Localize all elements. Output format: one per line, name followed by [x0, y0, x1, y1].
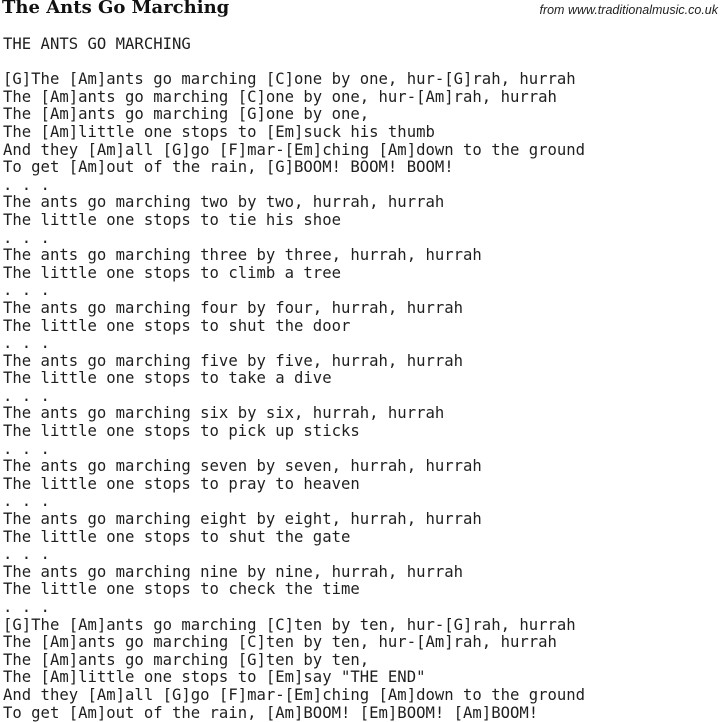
lyric-line: . . . — [3, 281, 50, 300]
lyric-line: . . . — [3, 334, 50, 353]
lyric-line: The little one stops to take a dive — [3, 369, 332, 388]
lyric-line: [G]The [Am]ants go marching [C]ten by ten, hur-[G]rah, hurrah — [3, 615, 576, 634]
lyric-line: The ants go marching eight by eight, hurrah, hurrah — [3, 510, 482, 529]
lyric-line: . . . — [3, 492, 50, 511]
song-body — [3, 36, 720, 722]
source-credit: from www.traditionalmusic.co.uk — [539, 3, 718, 17]
lyric-line: The ants go marching five by five, hurrah, hurrah — [3, 351, 464, 370]
lyric-line: The little one stops to pick up sticks — [3, 422, 360, 441]
lyric-line: . . . — [3, 228, 50, 247]
lyric-line: The [Am]ants go marching [C]one by one, hur-[Am]rah, hurrah — [3, 87, 557, 106]
lyric-line: The [Am]ants go marching [C]ten by ten, hur-[Am]rah, hurrah — [3, 633, 557, 652]
lyric-line: . . . — [3, 598, 50, 616]
lyric-line: The little one stops to pray to heaven — [3, 474, 360, 493]
lyric-line: The ants go marching two by two, hurrah, hurrah — [3, 193, 445, 212]
lyric-line: The ants go marching six by six, hurrah, hurrah — [3, 404, 445, 423]
lyric-line: The [Am]ants go marching [G]one by one, — [3, 105, 370, 124]
lyric-line: . . . — [3, 439, 50, 458]
page-title: The Ants Go Marching — [2, 0, 230, 18]
lyric-line: The [Am]ants go marching [G]ten by ten, — [3, 650, 370, 669]
lyric-line: And they [Am]all [G]go [F]mar-[Em]ching [Am]down to the ground — [3, 685, 586, 704]
lyric-line: The [Am]little one stops to [Em]suck his thumb — [3, 122, 435, 141]
lyric-line: . . . — [3, 386, 50, 405]
lyric-line: The ants go marching nine by nine, hurrah, hurrah — [3, 562, 464, 581]
lyric-line: The [Am]little one stops to [Em]say "THE END" — [3, 668, 426, 687]
lyric-line: The ants go marching four by four, hurrah, hurrah — [3, 298, 464, 317]
lyric-line: The little one stops to climb a tree — [3, 263, 341, 282]
lyric-line: The ants go marching three by three, hurrah, hurrah — [3, 246, 482, 265]
lyric-line: To get [Am]out of the rain, [G]BOOM! BOOM! BOOM! — [3, 158, 454, 177]
lyric-line: To get [Am]out of the rain, [Am]BOOM! [Em]BOOM! [Am]BOOM! — [3, 703, 539, 722]
lyric-line: The little one stops to tie his shoe — [3, 210, 341, 229]
song-heading: THE ANTS GO MARCHING — [3, 35, 191, 53]
lyric-line: [G]The [Am]ants go marching [C]one by one, hur-[G]rah, hurrah — [3, 70, 576, 89]
lyrics-block — [3, 71, 720, 722]
lyric-line: The ants go marching seven by seven, hurrah, hurrah — [3, 457, 482, 476]
lyric-line: The little one stops to shut the door — [3, 316, 351, 335]
lyric-line: And they [Am]all [G]go [F]mar-[Em]ching [Am]down to the ground — [3, 140, 586, 159]
page-header — [0, 0, 720, 22]
lyric-line: The little one stops to shut the gate — [3, 527, 351, 546]
lyric-line: . . . — [3, 545, 50, 564]
lyric-line: The little one stops to check the time — [3, 580, 360, 599]
lyric-line: . . . — [3, 175, 50, 194]
